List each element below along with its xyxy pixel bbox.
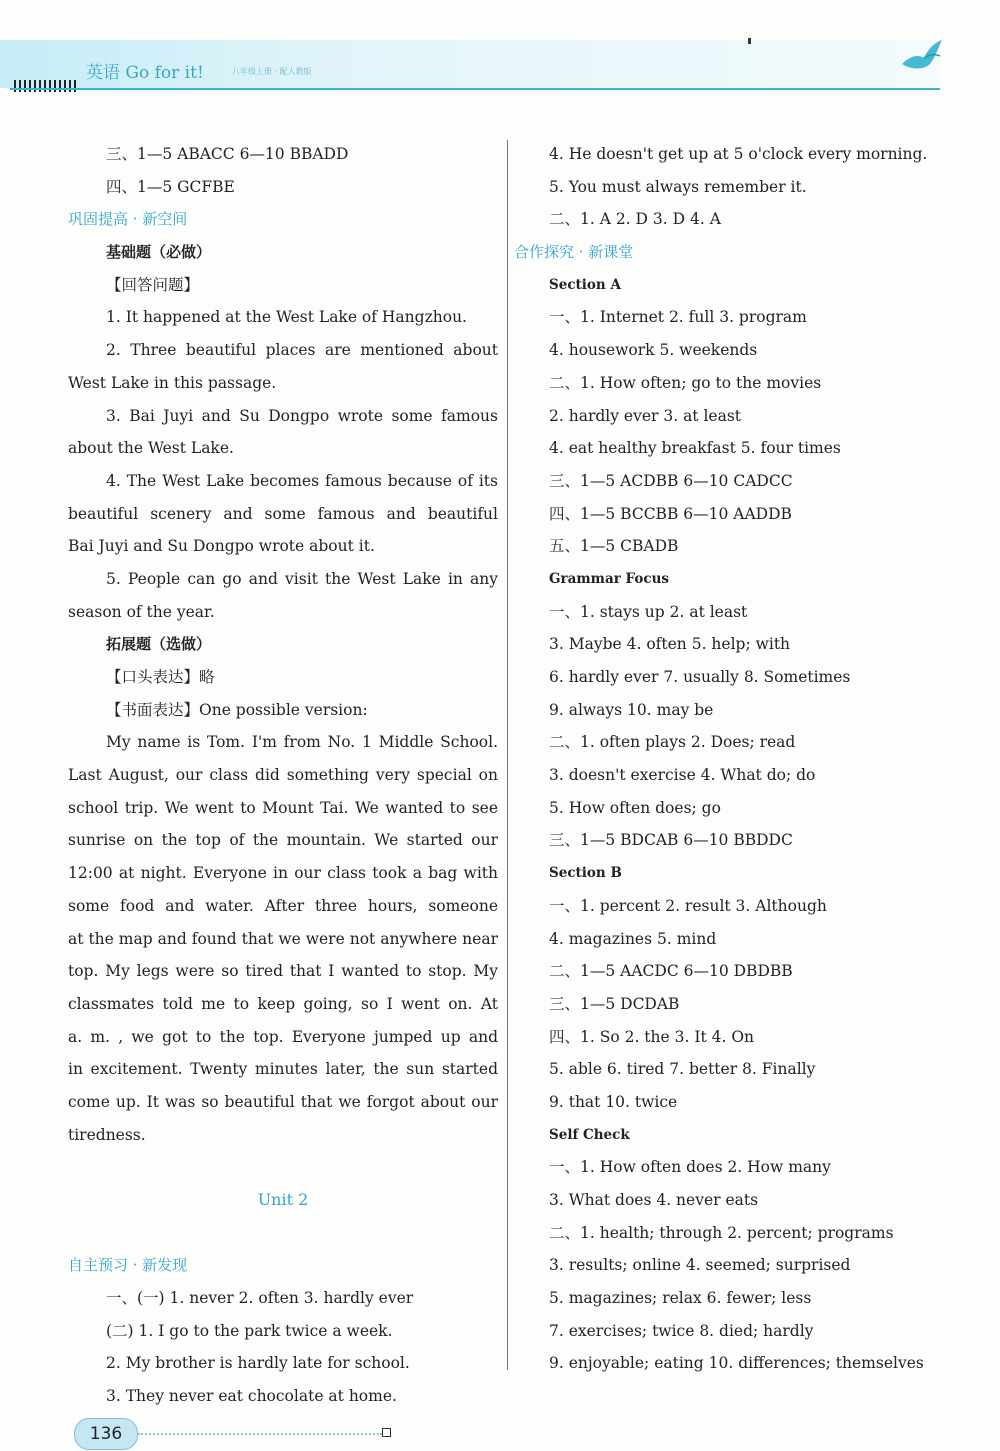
right-line: 二、1. A 2. D 3. D 4. A: [549, 210, 721, 229]
left-line: 4. The West Lake becomes famous because of its: [106, 471, 498, 490]
right-line: 二、1—5 AACDC 6—10 DBDBB: [549, 962, 793, 981]
left-line: about the West Lake.: [68, 439, 234, 458]
left-line: come up. It was so beautiful that we forgot about our: [68, 1092, 498, 1111]
right-line: 合作探究 · 新课堂: [514, 243, 634, 262]
right-line: 二、1. How often; go to the movies: [549, 373, 822, 392]
right-line: Section B: [549, 865, 622, 882]
left-line: beautiful scenery and some famous and beautiful: [68, 504, 498, 523]
right-line: Grammar Focus: [549, 570, 670, 587]
left-line: [68, 1151, 498, 1184]
right-line: 5. How often does; go: [549, 798, 721, 817]
bird-icon: [900, 36, 944, 80]
right-line: 一、1. Internet 2. full 3. program: [549, 308, 807, 327]
right-line: 二、1. often plays 2. Does; read: [549, 733, 796, 752]
right-line: 4. magazines 5. mind: [549, 929, 717, 948]
right-line: 6. hardly ever 7. usually 8. Sometimes: [549, 668, 851, 686]
right-line: 3. What does 4. never eats: [549, 1191, 759, 1209]
left-line: tiredness.: [68, 1125, 146, 1144]
left-line: 基础题（必做）: [106, 243, 212, 262]
left-line: 自主预习 · 新发现: [68, 1256, 188, 1275]
left-line: 12:00 at night. Everyone in our class took a bag with: [68, 864, 498, 883]
left-line: 3. They never eat chocolate at home.: [106, 1387, 397, 1406]
left-line: Unit 2: [257, 1190, 309, 1209]
column-divider: [507, 140, 508, 1370]
right-column: [514, 138, 949, 1380]
right-line: 5. magazines; relax 6. fewer; less: [549, 1289, 812, 1308]
left-line: 拓展题（选做）: [106, 635, 212, 654]
left-line: 巩固提高 · 新空间: [68, 210, 188, 229]
left-line: in excitement. Twenty minutes later, the sun started: [68, 1060, 498, 1079]
print-mark: [748, 38, 751, 44]
right-line: Self Check: [549, 1126, 630, 1143]
right-line: 5. able 6. tired 7. better 8. Finally: [549, 1060, 816, 1079]
header-rule: [10, 88, 940, 90]
page-number: 136: [74, 1418, 138, 1450]
left-line: school trip. We went to Mount Tai. We wanted to see: [68, 798, 498, 817]
right-line: 4. eat healthy breakfast 5. four times: [549, 439, 841, 458]
left-column: [68, 138, 498, 1413]
left-line: 【回答问题】: [106, 275, 200, 294]
right-line: 四、1. So 2. the 3. It 4. On: [549, 1027, 755, 1046]
right-line: 二、1. health; through 2. percent; programs: [549, 1223, 894, 1242]
left-line: 四、1—5 GCFBE: [106, 177, 235, 196]
left-line: season of the year.: [68, 602, 215, 621]
left-line: 2. My brother is hardly late for school.: [106, 1354, 410, 1373]
right-line: 3. results; online 4. seemed; surprised: [549, 1256, 851, 1275]
left-line: West Lake in this passage.: [68, 373, 277, 392]
right-line: 4. housework 5. weekends: [549, 341, 758, 360]
right-line: 三、1—5 ACDBB 6—10 CADCC: [549, 471, 793, 490]
footer-dotted-line: [138, 1433, 382, 1435]
right-line: 9. that 10. twice: [549, 1092, 678, 1111]
left-line: 3. Bai Juyi and Su Dongpo wrote some famous: [106, 406, 498, 425]
left-line: My name is Tom. I'm from No. 1 Middle School.: [106, 733, 498, 752]
right-line: 四、1—5 BCCBB 6—10 AADDB: [549, 504, 792, 523]
right-line: 三、1—5 BDCAB 6—10 BBDDC: [549, 831, 793, 850]
header-barcode-ticks: [14, 80, 78, 92]
book-title: 英语 Go for it!: [86, 63, 204, 83]
left-line: (二) 1. I go to the park twice a week.: [106, 1321, 393, 1340]
right-line: 三、1—5 DCDAB: [549, 994, 680, 1013]
right-line: 五、1—5 CBADB: [549, 537, 679, 556]
left-line: at the map and found that we were not anywhere near: [68, 929, 498, 948]
left-line: some food and water. After three hours, someone: [68, 896, 498, 915]
right-line: 4. He doesn't get up at 5 o'clock every morning.: [549, 145, 928, 163]
right-line: 一、1. How often does 2. How many: [549, 1158, 831, 1177]
left-line: Bai Juyi and Su Dongpo wrote about it.: [68, 537, 375, 556]
right-line: 9. always 10. may be: [549, 700, 714, 719]
left-line: 【书面表达】One possible version:: [106, 700, 368, 719]
left-line: Last August, our class did something very special on: [68, 766, 498, 785]
right-line: 一、1. percent 2. result 3. Although: [549, 896, 827, 915]
left-line: 2. Three beautiful places are mentioned about: [106, 341, 498, 360]
right-line: Section A: [549, 276, 621, 293]
left-line: [68, 1217, 498, 1250]
footer-square-mark: [382, 1428, 391, 1437]
left-line: 三、1—5 ABACC 6—10 BBADD: [106, 145, 349, 163]
left-line: sunrise on the top of the mountain. We started our: [68, 831, 498, 850]
left-line: classmates told me to keep going, so I went on. At: [68, 994, 498, 1013]
left-line: a. m. , we got to the top. Everyone jumped up and: [68, 1027, 498, 1046]
left-line: 【口头表达】略: [106, 668, 215, 686]
left-line: 5. People can go and visit the West Lake in any: [106, 569, 498, 588]
left-line: 1. It happened at the West Lake of Hangzhou.: [106, 308, 467, 327]
right-line: 一、1. stays up 2. at least: [549, 602, 748, 621]
right-line: 3. doesn't exercise 4. What do; do: [549, 766, 816, 785]
right-line: 5. You must always remember it.: [549, 177, 807, 196]
right-line: 9. enjoyable; eating 10. differences; themselves: [549, 1354, 924, 1373]
right-line: 7. exercises; twice 8. died; hardly: [549, 1321, 814, 1340]
right-line: 2. hardly ever 3. at least: [549, 406, 742, 425]
right-line: 3. Maybe 4. often 5. help; with: [549, 635, 791, 654]
left-line: top. My legs were so tired that I wanted to stop. My: [68, 962, 498, 981]
book-subtitle: 八年级上册 · 配人教版: [232, 67, 312, 76]
left-line: 一、(一) 1. never 2. often 3. hardly ever: [106, 1289, 414, 1308]
